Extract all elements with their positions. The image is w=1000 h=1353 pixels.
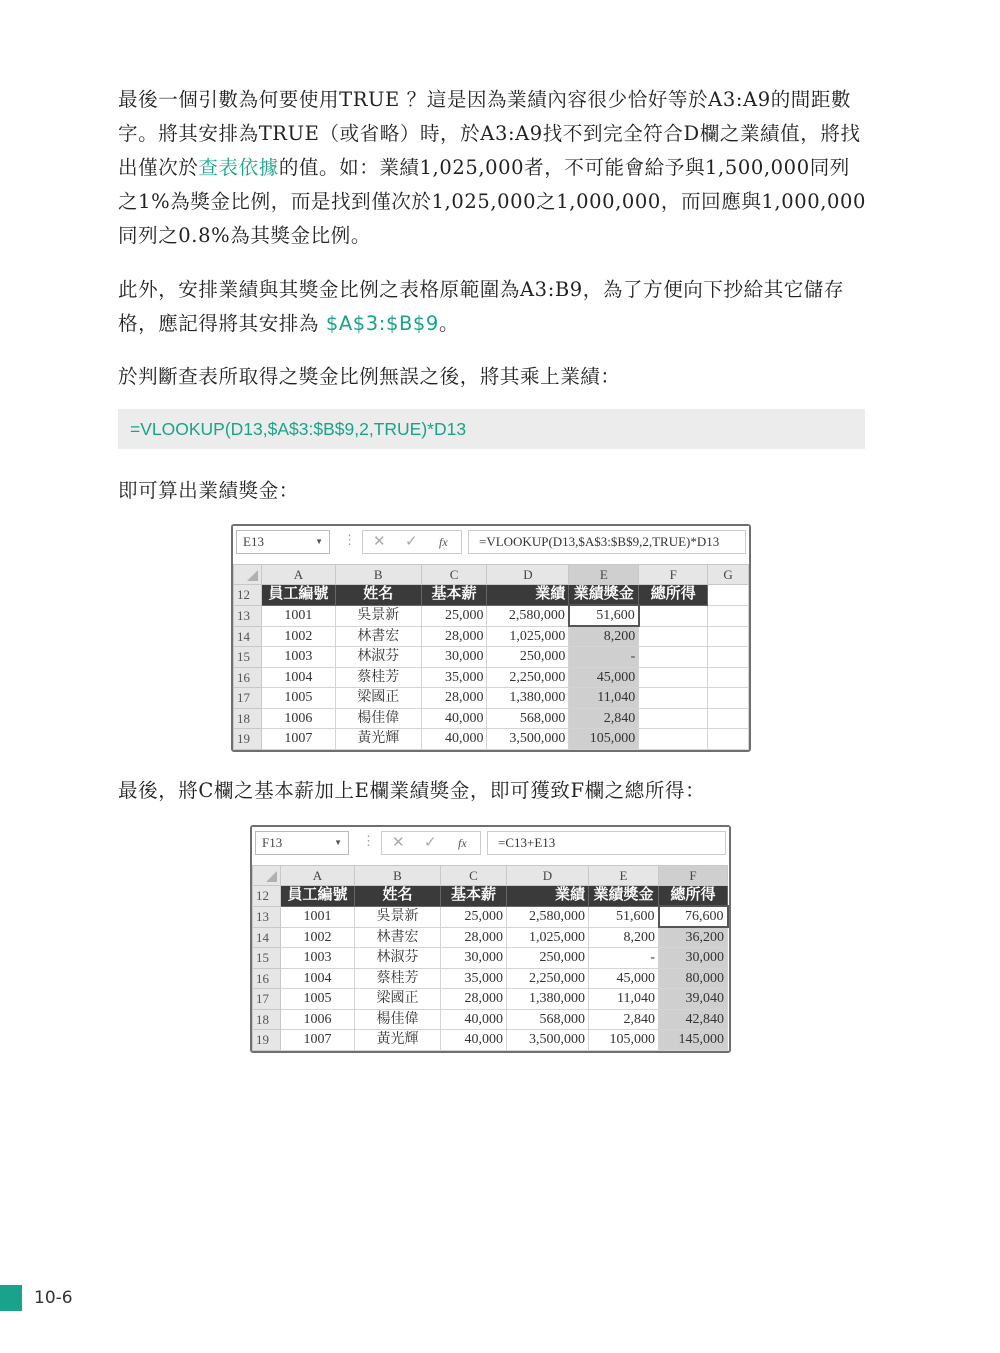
table-row bbox=[253, 927, 728, 948]
cell-b[interactable]: 吳景新 bbox=[335, 605, 421, 626]
cell-b[interactable]: 楊佳偉 bbox=[335, 708, 421, 729]
cell-a[interactable]: 1005 bbox=[281, 989, 355, 1010]
cell-d[interactable]: 1,380,000 bbox=[487, 688, 569, 709]
column-header-a[interactable]: A bbox=[281, 866, 355, 886]
table-row bbox=[234, 667, 749, 688]
row-header[interactable]: 18 bbox=[253, 1009, 281, 1030]
table-header-row bbox=[253, 886, 728, 907]
cell-f[interactable] bbox=[639, 688, 708, 709]
cell-a[interactable]: 1001 bbox=[261, 605, 335, 626]
table-header-row bbox=[234, 585, 749, 606]
column-header-g[interactable]: G bbox=[708, 565, 749, 585]
cell-d[interactable]: 1,380,000 bbox=[507, 989, 589, 1010]
text-run: 此外，安排業績與其獎金比例之表格原範圍為A3:B9，為了方便向下抄給其它儲存格，應記得將其安排為 bbox=[118, 278, 845, 335]
column-header-d[interactable]: D bbox=[507, 866, 589, 886]
cell-f[interactable] bbox=[639, 667, 708, 688]
header-cell[interactable]: 業績 bbox=[487, 585, 569, 606]
column-header-b[interactable]: B bbox=[355, 866, 441, 886]
table-row bbox=[253, 906, 728, 927]
cell-d[interactable]: 568,000 bbox=[507, 1009, 589, 1030]
cell-f[interactable]: 39,040 bbox=[659, 989, 728, 1010]
cell-c[interactable]: 25,000 bbox=[421, 605, 487, 626]
column-header-row bbox=[253, 866, 728, 886]
cell-b[interactable]: 黃光輝 bbox=[355, 1030, 441, 1051]
cell-d[interactable]: 250,000 bbox=[507, 948, 589, 969]
cell-c[interactable]: 25,000 bbox=[441, 906, 507, 927]
formula-code-block: =VLOOKUP(D13,$A$3:$B$9,2,TRUE)*D13 bbox=[118, 409, 865, 449]
empty-cell[interactable] bbox=[708, 626, 749, 647]
cell-a[interactable]: 1002 bbox=[261, 626, 335, 647]
cell-f[interactable]: 42,840 bbox=[659, 1009, 728, 1030]
cell-a[interactable]: 1002 bbox=[281, 927, 355, 948]
header-cell[interactable]: 姓名 bbox=[355, 886, 441, 907]
cell-c[interactable]: 28,000 bbox=[421, 688, 487, 709]
table-row bbox=[234, 647, 749, 668]
cell-b[interactable]: 林淑芬 bbox=[335, 647, 421, 668]
formula-bar bbox=[233, 526, 749, 558]
cell-a[interactable]: 1007 bbox=[261, 729, 335, 750]
cell-d[interactable]: 2,250,000 bbox=[487, 667, 569, 688]
formula-input[interactable]: =C13+E13 bbox=[487, 831, 726, 855]
formula-buttons bbox=[362, 530, 462, 554]
row-header[interactable]: 14 bbox=[253, 927, 281, 948]
paragraph-2 bbox=[118, 273, 868, 341]
enter-check-icon[interactable]: ✓ bbox=[405, 534, 418, 550]
column-header-f[interactable]: F bbox=[659, 866, 728, 886]
table-row bbox=[234, 626, 749, 647]
cell-c[interactable]: 35,000 bbox=[441, 968, 507, 989]
cell-a[interactable]: 1006 bbox=[261, 708, 335, 729]
highlighted-term: $A$3:$B$9 bbox=[325, 312, 439, 335]
cell-d[interactable]: 3,500,000 bbox=[487, 729, 569, 750]
cell-b[interactable]: 林淑芬 bbox=[355, 948, 441, 969]
cell-d[interactable]: 568,000 bbox=[487, 708, 569, 729]
cell-e[interactable]: 11,040 bbox=[589, 989, 659, 1010]
cell-f[interactable] bbox=[639, 605, 708, 626]
column-header-e[interactable]: E bbox=[589, 866, 659, 886]
header-cell[interactable]: 員工編號 bbox=[261, 585, 335, 606]
cell-f[interactable] bbox=[639, 626, 708, 647]
column-header-b[interactable]: B bbox=[335, 565, 421, 585]
insert-function-icon[interactable]: fx bbox=[458, 836, 467, 850]
table-row bbox=[234, 708, 749, 729]
cell-f[interactable]: 36,200 bbox=[659, 927, 728, 948]
cell-f[interactable]: 145,000 bbox=[659, 1030, 728, 1051]
cell-b[interactable]: 楊佳偉 bbox=[355, 1009, 441, 1030]
cell-e[interactable]: - bbox=[589, 948, 659, 969]
cell-e[interactable]: 8,200 bbox=[569, 626, 639, 647]
cell-e[interactable]: 2,840 bbox=[569, 708, 639, 729]
select-all-corner[interactable] bbox=[234, 565, 262, 585]
row-header[interactable]: 15 bbox=[234, 647, 262, 668]
spreadsheet-window-1 bbox=[231, 524, 751, 752]
header-cell[interactable]: 業績獎金 bbox=[589, 886, 659, 907]
cell-a[interactable]: 1006 bbox=[281, 1009, 355, 1030]
cell-c[interactable]: 40,000 bbox=[441, 1009, 507, 1030]
cell-d[interactable]: 2,580,000 bbox=[507, 906, 589, 927]
cell-e[interactable]: 51,600 bbox=[569, 605, 639, 626]
row-header[interactable]: 18 bbox=[234, 708, 262, 729]
cell-f[interactable] bbox=[639, 729, 708, 750]
text-run: 最後一個引數為何要使用TRUE ？這是因為業績內容很少恰好等於A3:A9的間距數字。將其安排為TRUE（或省略）時，於A3:A9找不到完全符合D欄之業績值，將找出僅次於 bbox=[118, 88, 861, 179]
header-cell[interactable]: 基本薪 bbox=[421, 585, 487, 606]
empty-cell[interactable] bbox=[708, 605, 749, 626]
paragraph-1 bbox=[118, 83, 868, 253]
cell-a[interactable]: 1005 bbox=[261, 688, 335, 709]
header-cell[interactable]: 業績獎金 bbox=[569, 585, 639, 606]
cell-d[interactable]: 1,025,000 bbox=[507, 927, 589, 948]
cell-e[interactable]: 105,000 bbox=[589, 1030, 659, 1051]
table-row bbox=[234, 729, 749, 750]
paragraph-4: 即可算出業績獎金： bbox=[118, 479, 299, 502]
cell-a[interactable]: 1004 bbox=[261, 667, 335, 688]
select-all-corner[interactable] bbox=[253, 866, 281, 886]
header-cell[interactable]: 總所得 bbox=[639, 585, 708, 606]
cell-b[interactable]: 林書宏 bbox=[335, 626, 421, 647]
column-header-row bbox=[234, 565, 749, 585]
row-header[interactable]: 17 bbox=[234, 688, 262, 709]
insert-function-icon[interactable]: fx bbox=[439, 535, 448, 549]
cell-c[interactable]: 35,000 bbox=[421, 667, 487, 688]
header-cell[interactable]: 業績 bbox=[507, 886, 589, 907]
cell-b[interactable]: 吳景新 bbox=[355, 906, 441, 927]
table-row bbox=[234, 688, 749, 709]
row-header[interactable]: 12 bbox=[253, 886, 281, 907]
cell-a[interactable]: 1003 bbox=[281, 948, 355, 969]
row-header[interactable]: 12 bbox=[234, 585, 262, 606]
cell-b[interactable]: 黃光輝 bbox=[335, 729, 421, 750]
cell-c[interactable]: 28,000 bbox=[441, 927, 507, 948]
cell-d[interactable]: 250,000 bbox=[487, 647, 569, 668]
cell-c[interactable]: 40,000 bbox=[441, 1030, 507, 1051]
cell-e[interactable]: - bbox=[569, 647, 639, 668]
cell-c[interactable]: 30,000 bbox=[421, 647, 487, 668]
cell-e[interactable]: 51,600 bbox=[589, 906, 659, 927]
cell-d[interactable]: 2,250,000 bbox=[507, 968, 589, 989]
row-header[interactable]: 13 bbox=[253, 906, 281, 927]
cell-b[interactable]: 林書宏 bbox=[355, 927, 441, 948]
cell-e[interactable]: 105,000 bbox=[569, 729, 639, 750]
name-box[interactable] bbox=[236, 530, 330, 554]
cell-f[interactable]: 76,600 bbox=[659, 906, 728, 927]
header-cell[interactable]: 總所得 bbox=[659, 886, 728, 907]
column-header-f[interactable]: F bbox=[639, 565, 708, 585]
empty-cell[interactable] bbox=[708, 647, 749, 668]
name-box-value: E13 bbox=[243, 534, 264, 549]
column-header-c[interactable]: C bbox=[441, 866, 507, 886]
cell-d[interactable]: 2,580,000 bbox=[487, 605, 569, 626]
column-header-e[interactable]: E bbox=[569, 565, 639, 585]
column-header-a[interactable]: A bbox=[261, 565, 335, 585]
paragraph-5: 最後，將C欄之基本薪加上E欄業績獎金，即可獲致F欄之總所得： bbox=[118, 779, 706, 802]
cell-c[interactable]: 28,000 bbox=[441, 989, 507, 1010]
cell-c[interactable]: 40,000 bbox=[421, 729, 487, 750]
cell-e[interactable]: 45,000 bbox=[589, 968, 659, 989]
cell-a[interactable]: 1003 bbox=[261, 647, 335, 668]
cell-e[interactable]: 11,040 bbox=[569, 688, 639, 709]
cell-a[interactable]: 1001 bbox=[281, 906, 355, 927]
empty-cell[interactable] bbox=[708, 708, 749, 729]
highlighted-term: 查表依據 bbox=[198, 156, 279, 179]
enter-check-icon[interactable]: ✓ bbox=[424, 835, 437, 851]
table-row bbox=[234, 605, 749, 626]
text-run: 的值。如：業績1,025,000者，不可能會給予與1,500,000同列之1%為獎金比例，而是找到僅次於1,025,000之1,000,000，而回應與1,000,000同列之0.8%為其獎金比例。 bbox=[118, 156, 867, 247]
row-header[interactable]: 16 bbox=[234, 667, 262, 688]
page-marker bbox=[0, 1285, 22, 1311]
cell-e[interactable]: 2,840 bbox=[589, 1009, 659, 1030]
cell-f[interactable] bbox=[639, 708, 708, 729]
paragraph-3: 於判斷查表所取得之獎金比例無誤之後，將其乘上業績： bbox=[118, 365, 621, 388]
table-row bbox=[253, 1009, 728, 1030]
formula-bar bbox=[252, 827, 729, 859]
table-row bbox=[253, 948, 728, 969]
cell-a[interactable]: 1004 bbox=[281, 968, 355, 989]
row-header[interactable]: 19 bbox=[253, 1030, 281, 1051]
empty-cell[interactable] bbox=[708, 667, 749, 688]
cell-f[interactable]: 80,000 bbox=[659, 968, 728, 989]
header-cell[interactable]: 員工編號 bbox=[281, 886, 355, 907]
spreadsheet-window-2 bbox=[250, 825, 731, 1053]
cell-e[interactable]: 8,200 bbox=[589, 927, 659, 948]
dropdown-arrow-icon[interactable]: ▼ bbox=[315, 537, 323, 546]
cell-c[interactable]: 28,000 bbox=[421, 626, 487, 647]
column-header-c[interactable]: C bbox=[421, 565, 487, 585]
name-box-value: F13 bbox=[262, 835, 283, 850]
row-header[interactable]: 19 bbox=[234, 729, 262, 750]
cell-grid bbox=[252, 865, 729, 1051]
cancel-icon[interactable]: ✕ bbox=[373, 534, 386, 550]
cell-b[interactable]: 梁國正 bbox=[355, 989, 441, 1010]
empty-cell[interactable] bbox=[708, 688, 749, 709]
cell-c[interactable]: 40,000 bbox=[421, 708, 487, 729]
column-header-d[interactable]: D bbox=[487, 565, 569, 585]
name-box[interactable] bbox=[255, 831, 349, 855]
cell-d[interactable]: 3,500,000 bbox=[507, 1030, 589, 1051]
table-row bbox=[253, 989, 728, 1010]
drag-handle-icon[interactable]: ⋮ bbox=[343, 532, 356, 547]
cell-f[interactable]: 30,000 bbox=[659, 948, 728, 969]
row-header[interactable]: 13 bbox=[234, 605, 262, 626]
cell-d[interactable]: 1,025,000 bbox=[487, 626, 569, 647]
row-header[interactable]: 15 bbox=[253, 948, 281, 969]
cell-grid bbox=[233, 564, 749, 750]
empty-cell[interactable] bbox=[708, 585, 749, 606]
text-run: 。 bbox=[438, 312, 460, 335]
formula-input[interactable]: =VLOOKUP(D13,$A$3:$B$9,2,TRUE)*D13 bbox=[468, 530, 746, 554]
row-header[interactable]: 16 bbox=[253, 968, 281, 989]
cell-c[interactable]: 30,000 bbox=[441, 948, 507, 969]
table-row bbox=[253, 1030, 728, 1051]
row-header[interactable]: 17 bbox=[253, 989, 281, 1010]
header-cell[interactable]: 基本薪 bbox=[441, 886, 507, 907]
cell-b[interactable]: 蔡桂芳 bbox=[335, 667, 421, 688]
header-cell[interactable]: 姓名 bbox=[335, 585, 421, 606]
table-row bbox=[253, 968, 728, 989]
cell-b[interactable]: 梁國正 bbox=[335, 688, 421, 709]
cell-a[interactable]: 1007 bbox=[281, 1030, 355, 1051]
page-number: 10-6 bbox=[34, 1288, 73, 1308]
dropdown-arrow-icon[interactable]: ▼ bbox=[334, 838, 342, 847]
cell-b[interactable]: 蔡桂芳 bbox=[355, 968, 441, 989]
drag-handle-icon[interactable]: ⋮ bbox=[362, 833, 375, 848]
cell-f[interactable] bbox=[639, 647, 708, 668]
formula-buttons bbox=[381, 831, 481, 855]
cancel-icon[interactable]: ✕ bbox=[392, 835, 405, 851]
empty-cell[interactable] bbox=[708, 729, 749, 750]
row-header[interactable]: 14 bbox=[234, 626, 262, 647]
cell-e[interactable]: 45,000 bbox=[569, 667, 639, 688]
